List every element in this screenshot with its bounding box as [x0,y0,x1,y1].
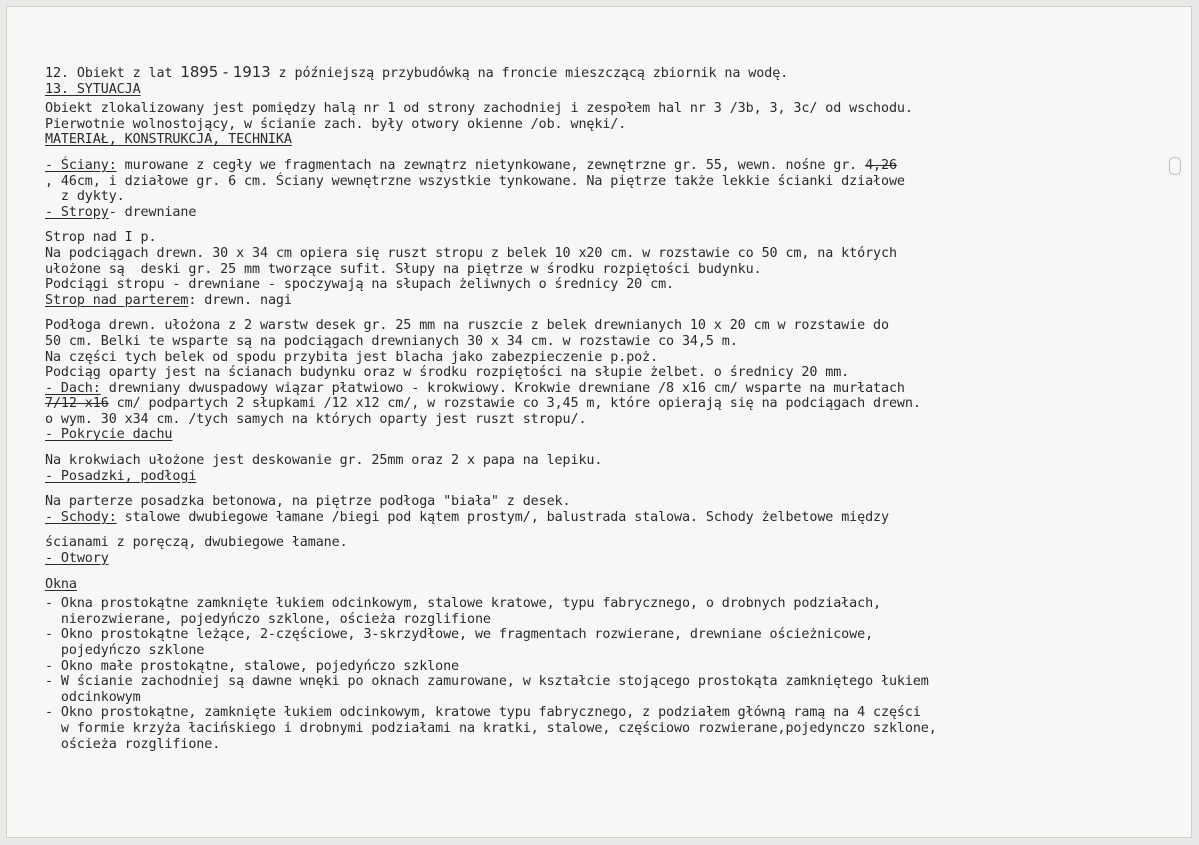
okna-item-line: odcinkowym [45,689,141,705]
okna-item-line: - Okna prostokątne zamknięte łukiem odcinkowym, stalowe kratowe, typu fabrycznego, o drobnych podziałach, [45,596,881,612]
stropy-text: - drewniane [108,204,197,220]
schody-line: ścianami z poręczą, dwubiegowe łamane. [45,535,348,551]
strop-parter-line: Podciąg oparty jest na ścianach budynku oraz w środku rozpiętości na słupie żelbet. o średnicy 20 mm. [45,365,850,381]
dach-line: o wym. 30 x34 cm. /tych samych na których oparty jest ruszt stropu/. [45,411,587,427]
strop-parter-line: Podłoga drewn. ułożona z 2 warstw desek gr. 25 mm na ruszcie z belek drewnianych 10 x 20 cm w rozstawie do [45,318,889,334]
sciany-line [45,158,1175,174]
dach-line [45,381,1175,397]
stropy-line: Podciągi stropu - drewniane - spoczywają na słupach żeliwnych o średnicy 20 cm. [45,277,674,293]
strop-parter-line: Na części tych belek od spodu przybita jest blacha jako zabezpieczenie p.poż. [45,349,659,365]
stropy-line: ułożone są deski gr. 25 mm tworzące sufit. Słupy na piętrze w środku rozpiętości budynku. [45,261,762,277]
year-from: 1895 [180,63,219,81]
schody-text: stalowe dwubiegowe łamane /biegi pod kątem prostym/, balustrada stalowa. Schody żelbetowe między [116,509,889,525]
posadzki-line: Na parterze posadzka betonowa, na piętrze podłoga "biała" z desek. [45,494,571,510]
sciany-label: - Ściany: [45,157,117,173]
okna-item-line: w formie krzyża łacińskiego i drobnymi podziałami na kratki, stalowe, częściowo rozwierane,pojedynczo szklone, [45,720,937,736]
typed-sheet [45,65,1175,752]
okna-item-line: - Okno prostokątne leżące, 2-częściowe, 3-skrzydłowe, we fragmentach rozwierane, drewniane ościeżnicowe, [45,627,874,643]
sytuacja-line: Pierwotnie wolnostojący, w ścianie zach. były otwory okienne /ob. wnęki/. [45,116,627,132]
header-rest: z późniejszą przybudówką na froncie mieszczącą zbiornik na wodę. [270,66,789,81]
strop-parter-line: 50 cm. Belki te wsparte są na podciągach drewnianych 30 x 34 cm. w rozstawie co 34,5 m. [45,333,738,349]
stropy-line: Na podciągach drewn. 30 x 34 cm opiera się ruszt stropu z belek 10 x20 cm. w rozstawie co 50 cm, na których [45,245,897,261]
section-number: 12. [45,66,69,81]
sytuacja-heading: 13. SYTUACJA [45,81,141,97]
year-to: 1913 [232,63,271,81]
strop-parter-line [45,293,1175,309]
sciany-text: murowane z cegły we fragmentach na zewnątrz nietynkowane, zewnętrzne gr. 55, wewn. nośne gr. [116,157,866,173]
strop-parter-text: : drewn. nagi [188,292,292,308]
sciany-line: , 46cm, i działowe gr. 6 cm. Ściany wewnętrzne wszystkie tynkowane. Na piętrze także lekkie ścianki działowe [45,173,905,189]
dach-text: cm/ podpartych 2 słupkami /12 x12 cm/, w rozstawie co 3,45 m, które opierają się na podciągach drewn. [108,396,921,412]
dach-label: - Dach: [45,380,101,396]
sciany-line: z dykty. [45,189,125,205]
year-dash: - [218,63,233,81]
dach-text: drewniany dwuspadowy wiązar płatwiowo - krokwiowy. Krokwie drewniane /8 x16 cm/ wsparte na murłatach [100,380,905,396]
schody-line [45,510,1175,526]
index-card [6,6,1192,838]
stropy-line [45,205,1175,221]
sytuacja-line: Obiekt zlokalizowany jest pomiędzy halą nr 1 od strony zachodniej i zespołem hal nr 3 /3b, 3, 3c/ od wschodu. [45,101,913,117]
stropy-label: - Stropy [45,204,109,220]
material-heading: MATERIAŁ, KONSTRUKCJA, TECHNIKA [45,132,292,148]
okna-item-line: ościeża rozglifione. [45,736,221,752]
okna-item-line: pojedyńczo szklone [45,643,205,658]
posadzki-label: - Posadzki, podłogi [45,468,197,484]
otwory-label: - Otwory [45,551,109,567]
struck-value: 4,26 [865,157,897,173]
okna-item-line: nierozwierane, pojedyńczo szklone, ościeża rozglifione [45,611,491,627]
struck-value: 7/12 x16 [45,396,109,412]
schody-label: - Schody: [45,509,117,525]
dach-line [45,396,1175,412]
stropy-line: Strop nad I p. [45,230,157,246]
pokrycie-line: Na krokwiach ułożone jest deskowanie gr. 25mm oraz 2 x papa na lepiku. [45,453,603,469]
header-text: Obiekt z lat [76,66,181,81]
pokrycie-label: - Pokrycie dachu [45,427,173,443]
strop-parter-label: Strop nad parterem [45,292,189,308]
okna-item-line: - Okno małe prostokątne, stalowe, pojedyńczo szklone [45,658,460,674]
object-header [45,65,1175,82]
okna-item-line: - W ścianie zachodniej są dawne wnęki po oknach zamurowane, w kształcie stojącego prostokąta zamkniętego łukiem [45,674,929,690]
okna-label: Okna [45,576,77,592]
okna-item-line: - Okno prostokątne, zamknięte łukiem odcinkowym, kratowe typu fabrycznego, z podziałem główną ramą na 4 części [45,705,921,721]
